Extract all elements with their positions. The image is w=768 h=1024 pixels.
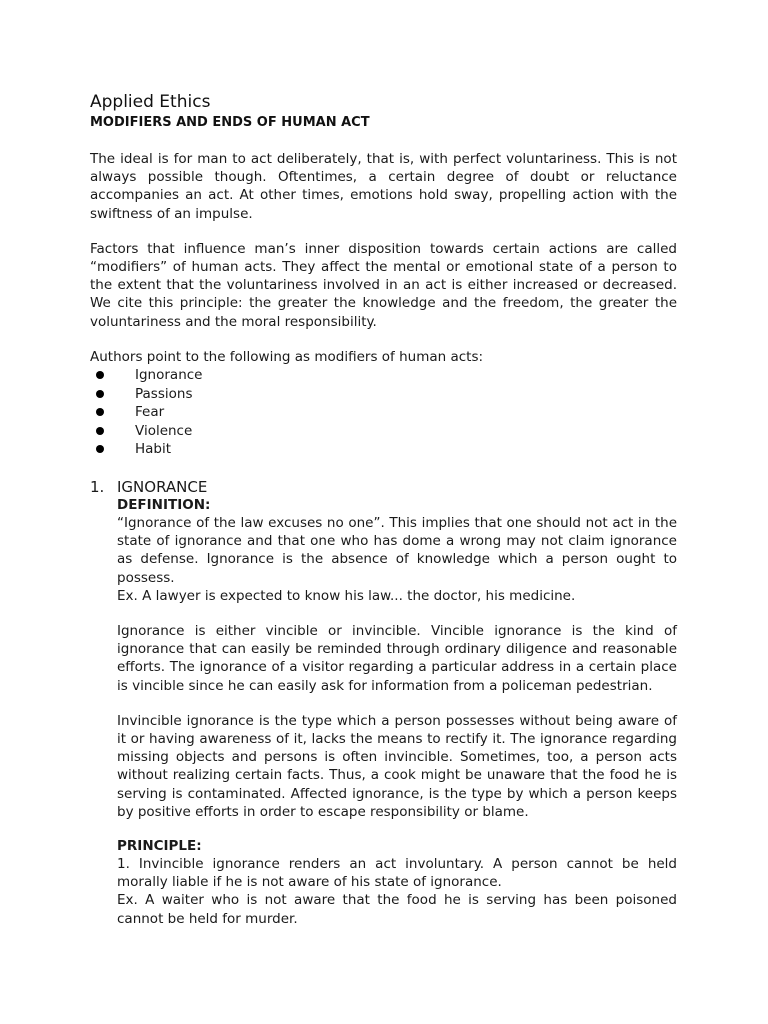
bullet-icon (96, 408, 104, 416)
section-number: 1. (90, 478, 105, 496)
paragraph-intro: The ideal is for man to act deliberately, that is, with perfect voluntariness. This is not always possible though. Oftentimes, a certain degree of doubt or reluctance accompanies an act. At other times, emotions hold sway, propelling action with the swiftness of an impulse. (90, 151, 677, 222)
principle-text: 1. Invincible ignorance renders an act involuntary. A person cannot be held morally liable if he is not aware of his state of ignorance. (117, 856, 677, 891)
definition-text: “Ignorance of the law excuses no one”. This implies that one should not act in the state of ignorance and that one who has dome a wrong may not claim ignorance as defense. Ignorance is the absence of knowledge which a person ought to possess. (117, 515, 677, 586)
paragraph-invincible: Invincible ignorance is the type which a person possesses without being aware of it or having awareness of it, lacks the means to rectify it. The ignorance regarding missing objects and persons is often invincible. Sometimes, too, a person acts without realizing certain facts. Thus, a cook might be unaware that the food he is serving is contaminated. Affected ignorance, is the type by which a person keeps by positive efforts in order to escape responsibility or blame. (117, 712, 677, 820)
bullet-icon (96, 445, 104, 453)
doc-title: Applied Ethics (90, 92, 211, 112)
doc-subtitle: MODIFIERS AND ENDS OF HUMAN ACT (90, 115, 370, 130)
list-item: Fear (90, 403, 677, 422)
section-title: IGNORANCE (117, 478, 208, 496)
paragraph-modifiers: Factors that influence man’s inner disposition towards certain actions are called “modifiers” of human acts. They affect the mental or emotional state of a person to the extent that the voluntariness involved in an act is either increased or decreased. We cite this principle: the greater the knowledge and the freedom, the greater the voluntariness and the moral responsibility. (90, 240, 677, 330)
section-body (117, 497, 677, 928)
list-item: Passions (90, 385, 677, 404)
list-item: Habit (90, 440, 677, 459)
example-text: Ex. A waiter who is not aware that the food he is serving has been poisoned cannot be held for murder. (117, 892, 677, 927)
paragraph-vincible: Ignorance is either vincible or invincible. Vincible ignorance is the kind of ignorance that can easily be reminded through ordinary diligence and reasonable efforts. The ignorance of a visitor regarding a particular address in a certain place is vincible since he can easily ask for information from a policeman pedestrian. (117, 623, 677, 694)
principle-label: PRINCIPLE: (117, 838, 202, 855)
example-text: Ex. A lawyer is expected to know his law... the doctor, his medicine. (117, 587, 576, 604)
list-item: Violence (90, 422, 677, 441)
list-intro: Authors point to the following as modifiers of human acts: (90, 348, 484, 365)
document-page (90, 90, 677, 928)
bullet-icon (96, 427, 104, 435)
modifiers-list (90, 366, 677, 459)
bullet-icon (96, 371, 104, 379)
bullet-icon (96, 390, 104, 398)
list-item: Ignorance (90, 366, 677, 385)
section-heading-ignorance (90, 477, 677, 497)
definition-label: DEFINITION: (117, 497, 211, 513)
